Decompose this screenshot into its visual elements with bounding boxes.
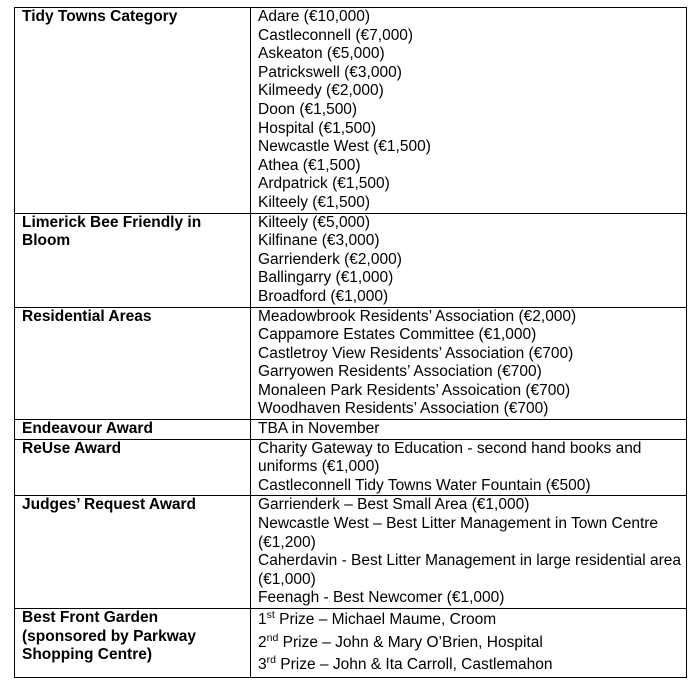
- category-cell: [15, 420, 251, 440]
- category-cell: [15, 609, 251, 678]
- winners-cell: [251, 420, 687, 440]
- winner-item: Kilteely (€1,500): [258, 193, 371, 211]
- winners-cell: [251, 609, 687, 678]
- table-row: [15, 307, 687, 420]
- winner-item: Newcastle West (€1,500): [258, 138, 431, 156]
- winner-item: Ardpatrick (€1,500): [258, 175, 390, 193]
- prize-ordinal: 2: [258, 633, 267, 651]
- winner-item: Meadowbrook Residents’ Association (€2,000): [258, 307, 577, 325]
- winners-cell: [251, 439, 687, 496]
- category-cell: [15, 213, 251, 307]
- category-label: Tidy Towns Category: [22, 8, 178, 25]
- winner-item: Garrienderk (€2,000): [258, 250, 402, 268]
- winner-item: Castleconnell (€7,000): [258, 26, 414, 44]
- prize-ordinal-suffix: nd: [266, 631, 279, 644]
- winner-item: Adare (€10,000): [258, 8, 371, 25]
- prize-item: [258, 609, 682, 632]
- category-cell: [15, 307, 251, 420]
- table-row: [15, 8, 687, 214]
- prize-text: Prize – John & Mary O’Brien, Hospital: [278, 633, 543, 651]
- category-label: Residential Areas: [22, 307, 152, 325]
- prize-item: [258, 632, 682, 655]
- category-cell: [15, 8, 251, 214]
- winners-cell: [251, 213, 687, 307]
- winners-cell: [251, 8, 687, 214]
- table-row: [15, 439, 687, 496]
- table-row: [15, 496, 687, 609]
- winner-item: Caherdavin - Best Litter Management in large residential area (€1,000): [258, 552, 682, 588]
- winner-item: Charity Gateway to Education - second hand books and uniforms (€1,000): [258, 439, 642, 476]
- winner-item: Kilteely (€5,000): [258, 213, 371, 231]
- category-cell: [15, 496, 251, 609]
- winner-item: Feenagh - Best Newcomer (€1,000): [258, 589, 505, 607]
- winner-item: Ballingarry (€1,000): [258, 269, 394, 287]
- winner-item: Garrienderk – Best Small Area (€1,000): [258, 496, 530, 514]
- prize-text: Prize – Michael Maume, Croom: [274, 611, 497, 628]
- prize-ordinal-suffix: st: [266, 609, 275, 621]
- winner-item: Woodhaven Residents’ Association (€700): [258, 400, 549, 418]
- winner-item: Garryowen Residents’ Association (€700): [258, 363, 542, 381]
- prize-ordinal: 3: [258, 656, 267, 674]
- prize-ordinal: 1: [258, 611, 267, 628]
- category-label: Judges’ Request Award: [22, 496, 196, 514]
- winners-cell: [251, 307, 687, 420]
- awards-table: [14, 7, 687, 678]
- table-row: [15, 609, 687, 678]
- winners-cell: [251, 496, 687, 609]
- winner-item: Monaleen Park Residents’ Assoication (€700): [258, 381, 571, 399]
- prize-ordinal-suffix: rd: [266, 654, 276, 667]
- category-cell: [15, 439, 251, 496]
- winner-item: TBA in November: [258, 420, 380, 438]
- winner-item: Kilmeedy (€2,000): [258, 82, 384, 100]
- winner-item: Castleconnell Tidy Towns Water Fountain (€500): [258, 476, 591, 494]
- category-label: Best Front Garden (sponsored by Parkway Shopping Centre): [22, 609, 197, 664]
- category-label: ReUse Award: [22, 439, 122, 457]
- winner-item: Hospital (€1,500): [258, 119, 377, 137]
- winner-item: Cappamore Estates Committee (€1,000): [258, 326, 537, 344]
- category-label: Endeavour Award: [22, 420, 153, 438]
- winner-item: Patrickswell (€3,000): [258, 63, 402, 81]
- winner-item: Newcastle West – Best Litter Management in Town Centre (€1,200): [258, 515, 659, 551]
- winner-item: Doon (€1,500): [258, 100, 358, 118]
- category-label: Limerick Bee Friendly in Bloom: [22, 213, 202, 250]
- prize-item: [258, 654, 682, 677]
- winner-item: Askeaton (€5,000): [258, 45, 385, 63]
- winner-item: Castletroy View Residents’ Association (€700): [258, 344, 574, 362]
- table-row: [15, 213, 687, 307]
- prize-text: Prize – John & Ita Carroll, Castlemahon: [275, 656, 553, 674]
- table-row: [15, 420, 687, 440]
- winner-item: Kilfinane (€3,000): [258, 232, 380, 250]
- winner-item: Athea (€1,500): [258, 156, 361, 174]
- winner-item: Broadford (€1,000): [258, 287, 389, 305]
